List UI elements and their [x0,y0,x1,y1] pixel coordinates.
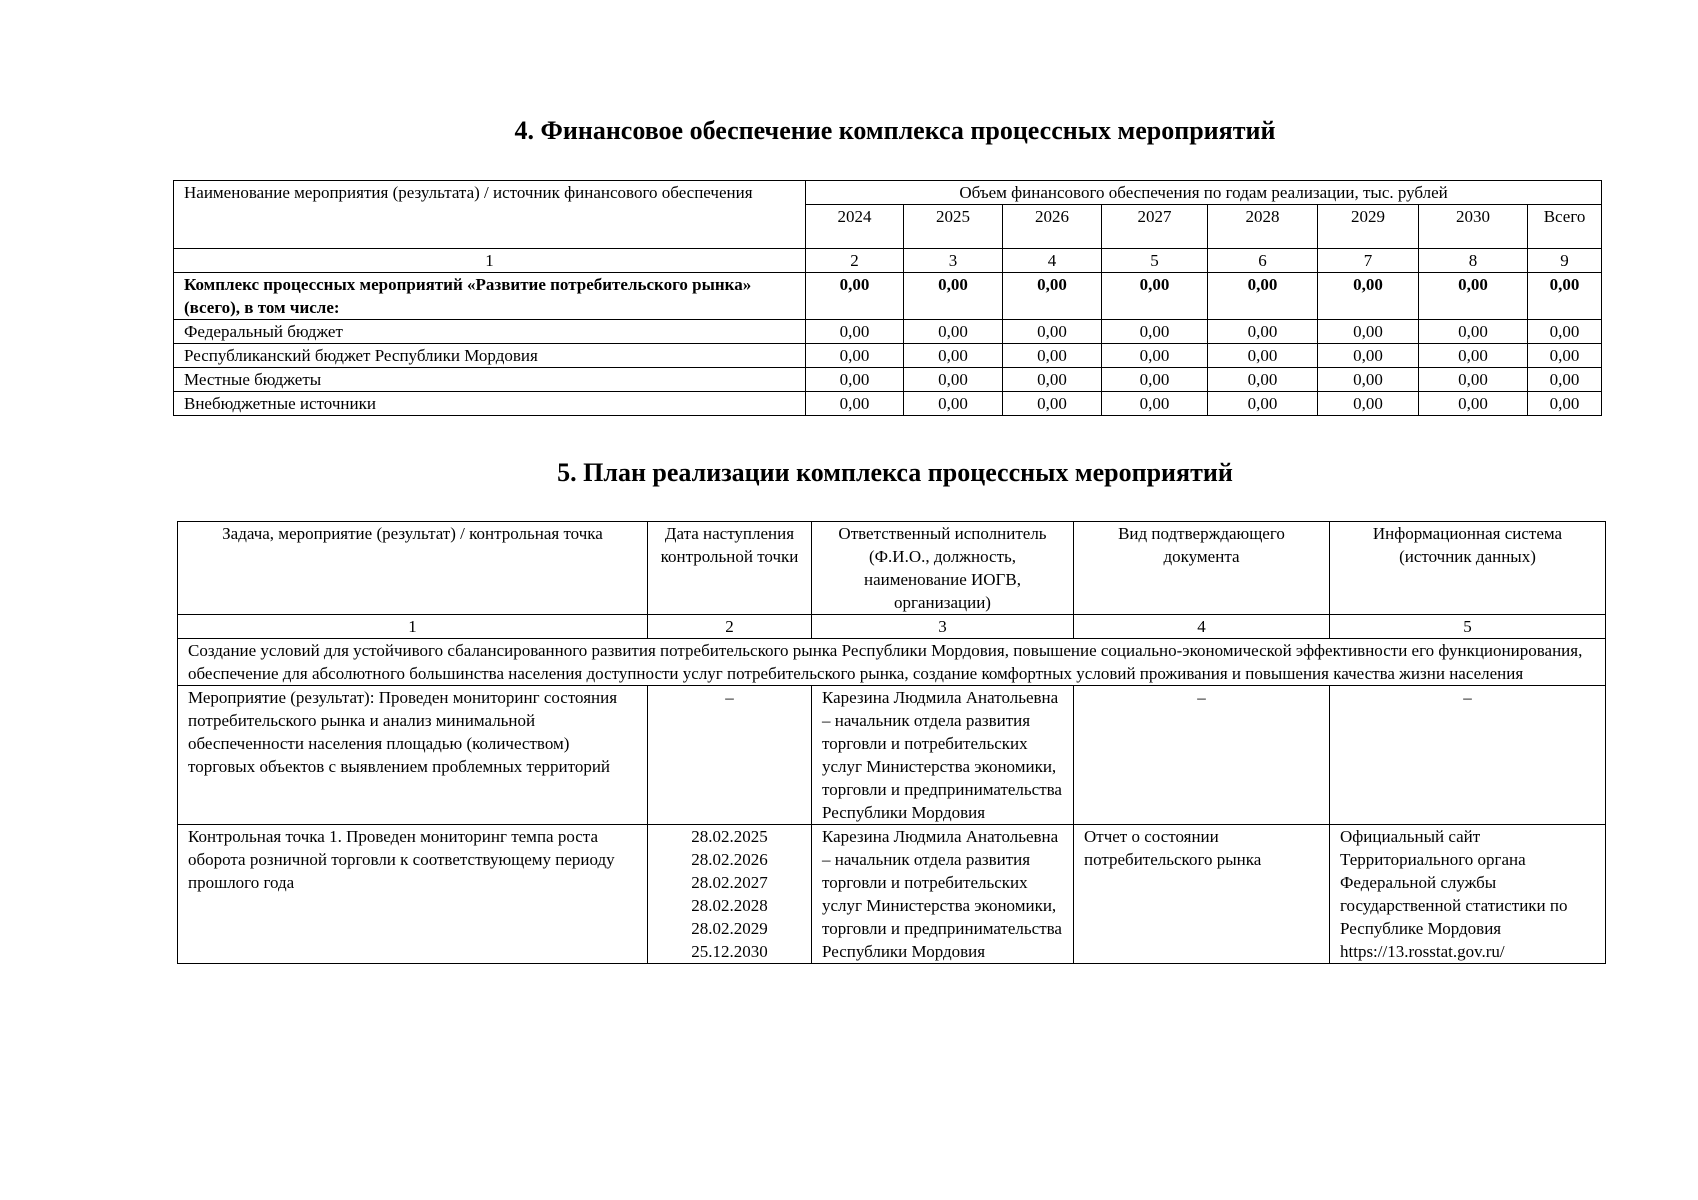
plan-header: Вид подтверждающего документа [1074,522,1330,615]
cell-value: 0,00 [1003,368,1102,392]
col-number: 9 [1528,249,1602,273]
col-number: 7 [1318,249,1419,273]
plan-item-name: Контрольная точка 1. Проведен мониторинг темпа роста оборота розничной торговли к соответствующему периоду прошлого года [178,825,648,964]
col-number: 8 [1419,249,1528,273]
cell-value: 0,00 [904,392,1003,416]
year-header: 2028 [1208,205,1318,249]
cell-value: 0,00 [1419,368,1528,392]
cell-value: 0,00 [1208,273,1318,320]
cell-value: 0,00 [1102,392,1208,416]
cell-value: 0,00 [1419,320,1528,344]
cell-value: 0,00 [1003,344,1102,368]
col-number: 5 [1102,249,1208,273]
table-row [174,273,1602,320]
col-number: 2 [648,615,812,639]
cell-value: 0,00 [1318,368,1419,392]
cell-value: 0,00 [1102,368,1208,392]
col-number: 2 [806,249,904,273]
plan-item-dates [648,825,812,964]
table-row [178,825,1606,964]
plan-item-system: – [1330,686,1606,825]
plan-item-name: Мероприятие (результат): Проведен мониторинг состояния потребительского рынка и анализ минимальной обеспеченности населения площадью (количеством) торговых объектов с выявлением проблемных территорий [178,686,648,825]
cell-value: 0,00 [1528,368,1602,392]
cell-value: 0,00 [1318,320,1419,344]
year-header: 2025 [904,205,1003,249]
plan-header: Информационная система (источник данных) [1330,522,1606,615]
plan-item-document: Отчет о состоянии потребительского рынка [1074,825,1330,964]
cell-value: 0,00 [1318,392,1419,416]
plan-item-system: Официальный сайт Территориального органа Федеральной службы государственной статистики по Республике Мордовия https://13.rosstat.gov.ru/ [1330,825,1606,964]
table-row [174,320,1602,344]
plan-header: Ответственный исполнитель (Ф.И.О., должность, наименование ИОГВ, организации) [812,522,1074,615]
cell-value: 0,00 [1003,273,1102,320]
col-number: 4 [1074,615,1330,639]
cell-value: 0,00 [1419,273,1528,320]
date-entry: 28.02.2026 [691,850,768,869]
col-number: 6 [1208,249,1318,273]
year-header: 2030 [1419,205,1528,249]
row-name: Федеральный бюджет [174,320,806,344]
table-row [174,392,1602,416]
cell-value: 0,00 [806,368,904,392]
cell-value: 0,00 [806,273,904,320]
cell-value: 0,00 [806,392,904,416]
year-header: 2027 [1102,205,1208,249]
cell-value: 0,00 [1003,392,1102,416]
cell-value: 0,00 [1102,320,1208,344]
plan-item-responsible: Карезина Людмила Анатольевна – начальник отдела развития торговли и потребительских услуг Министерства экономики, торговли и предпринимательства Республики Мордовия [812,825,1074,964]
year-header-total: Всего [1528,205,1602,249]
cell-value: 0,00 [1102,344,1208,368]
plan-header: Дата наступления контрольной точки [648,522,812,615]
cell-value: 0,00 [904,273,1003,320]
cell-value: 0,00 [1003,320,1102,344]
section4-title: 4. Финансовое обеспечение комплекса процессных мероприятий [514,116,1276,145]
cell-value: 0,00 [806,344,904,368]
financing-table [173,180,1602,416]
year-header: 2026 [1003,205,1102,249]
cell-value: 0,00 [806,320,904,344]
cell-value: 0,00 [1318,344,1419,368]
plan-table [177,521,1606,964]
cell-value: 0,00 [904,368,1003,392]
col-number: 4 [1003,249,1102,273]
table-row [174,344,1602,368]
cell-value: 0,00 [1102,273,1208,320]
date-entry: 28.02.2025 [691,827,768,846]
row-name: Внебюджетные источники [174,392,806,416]
header-volume: Объем финансового обеспечения по годам реализации, тыс. рублей [806,181,1602,205]
table-row [178,686,1606,825]
cell-value: 0,00 [1528,320,1602,344]
task-row: Создание условий для устойчивого сбалансированного развития потребительского рынка Республики Мордовия, повышение социально-экономической эффективности его функционирования, обеспечение для абсолютного большинства населения доступности услуг потребительского рынка, создание комфортных условий проживания и повышения качества жизни населения [178,639,1606,686]
header-name: Наименование мероприятия (результата) / источник финансового обеспечения [174,181,806,249]
col-number: 3 [904,249,1003,273]
date-entry: 25.12.2030 [691,942,768,961]
row-name: Республиканский бюджет Республики Мордовия [174,344,806,368]
cell-value: 0,00 [1419,392,1528,416]
cell-value: 0,00 [1208,392,1318,416]
date-entry: 28.02.2029 [691,919,768,938]
plan-header: Задача, мероприятие (результат) / контрольная точка [178,522,648,615]
cell-value: 0,00 [1528,392,1602,416]
cell-value: 0,00 [1528,273,1602,320]
plan-item-document: – [1074,686,1330,825]
cell-value: 0,00 [1419,344,1528,368]
row-name: Комплекс процессных мероприятий «Развитие потребительского рынка» (всего), в том числе: [174,273,806,320]
col-number: 5 [1330,615,1606,639]
cell-value: 0,00 [1208,368,1318,392]
col-number: 1 [178,615,648,639]
col-number: 1 [174,249,806,273]
row-name: Местные бюджеты [174,368,806,392]
cell-value: 0,00 [1318,273,1419,320]
cell-value: 0,00 [904,344,1003,368]
date-entry: 28.02.2028 [691,896,768,915]
year-header: 2024 [806,205,904,249]
plan-item-date: – [648,686,812,825]
cell-value: 0,00 [904,320,1003,344]
table-row [174,368,1602,392]
cell-value: 0,00 [1528,344,1602,368]
year-header: 2029 [1318,205,1419,249]
plan-item-responsible: Карезина Людмила Анатольевна – начальник отдела развития торговли и потребительских услуг Министерства экономики, торговли и предпринимательства Республики Мордовия [812,686,1074,825]
cell-value: 0,00 [1208,344,1318,368]
section5-title: 5. План реализации комплекса процессных мероприятий [557,458,1233,487]
col-number: 3 [812,615,1074,639]
date-entry: 28.02.2027 [691,873,768,892]
cell-value: 0,00 [1208,320,1318,344]
